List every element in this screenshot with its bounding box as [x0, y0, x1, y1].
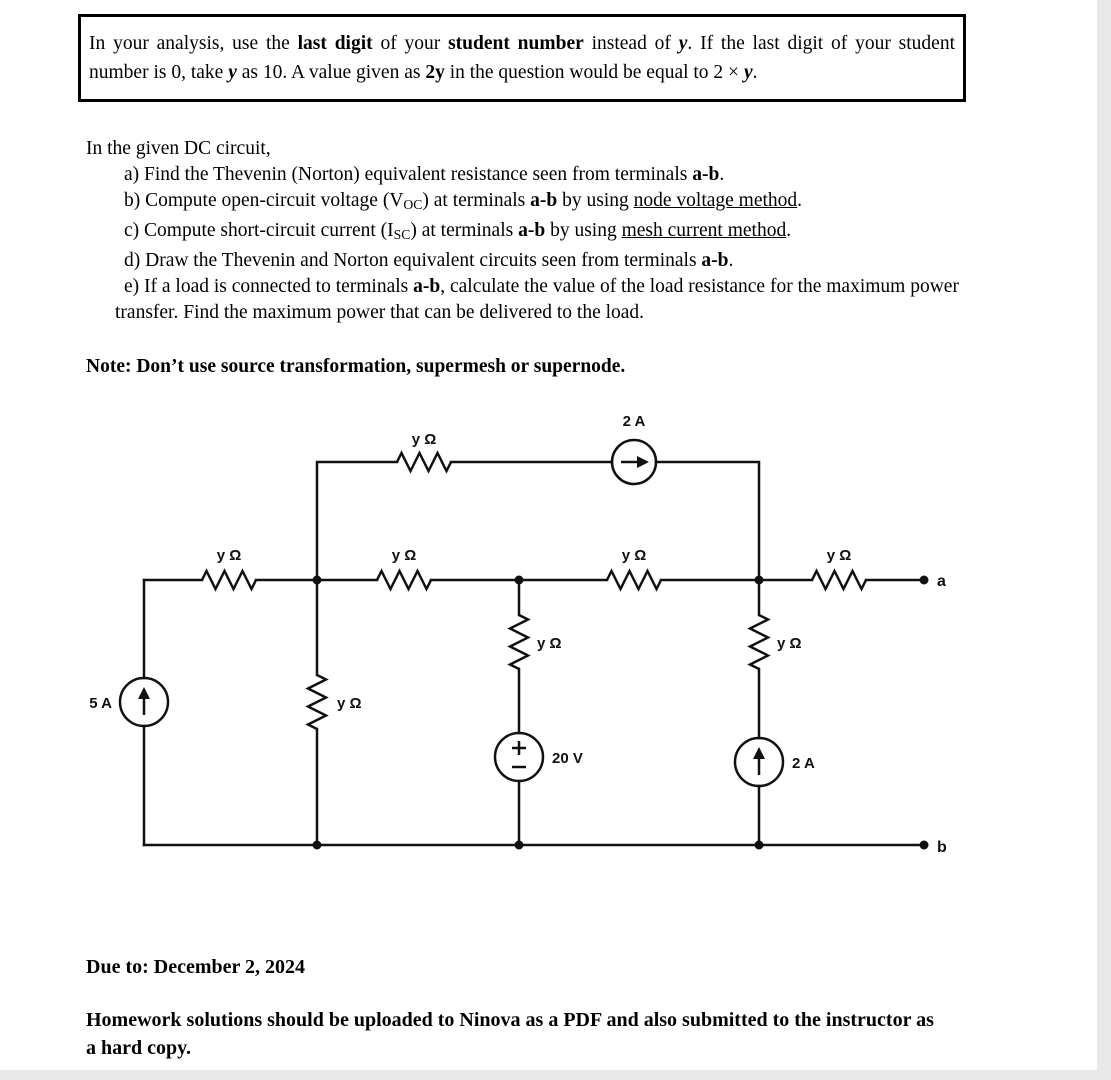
problem-items — [0, 162, 1097, 326]
problem-intro: In the given DC circuit, — [86, 138, 271, 159]
circuit-resistors — [202, 453, 866, 729]
label-resistor-branch-1: y Ω — [337, 695, 362, 712]
problem-item-b: b) Compute open-circuit voltage $(V_{OC})$ at terminals a-b by using node voltage method. — [124, 190, 803, 212]
circuit-wires — [144, 462, 924, 845]
wire-top-branch — [317, 462, 759, 580]
label-top-current-source: 2 A — [622, 413, 646, 430]
circuit-sources — [120, 440, 783, 786]
resistor-branch-3 — [750, 615, 768, 669]
arrow-right-icon — [637, 456, 649, 468]
arrow-up-icon — [753, 747, 765, 759]
arrow-up-icon — [138, 687, 150, 699]
current-source-2a-top — [612, 440, 656, 484]
submission-instructions: Homework solutions should be uploaded to Ninova as a PDF and also submitted to the instructor as a hard copy. — [86, 1009, 934, 1059]
node-dot — [755, 576, 764, 585]
node-dot — [313, 841, 322, 850]
terminal-b-dot — [920, 841, 929, 850]
node-dot — [755, 841, 764, 850]
label-voltage-source: 20 V — [552, 750, 583, 767]
label-resistor-mid-2: y Ω — [391, 547, 417, 564]
label-resistor-top: y Ω — [411, 431, 437, 448]
resistor-branch-1 — [308, 675, 326, 729]
plus-icon — [512, 741, 526, 755]
resistor-top — [397, 453, 451, 471]
notice-box — [78, 14, 966, 102]
due-date: Due to: December 2, 2024 — [86, 956, 306, 978]
current-source-2a-right — [735, 738, 783, 786]
junction-dots — [313, 576, 929, 850]
problem-item-d: d) Draw the Thevenin and Norton equivalent circuits seen from terminals a-b. — [124, 250, 734, 271]
label-left-current-source: 5 A — [89, 695, 112, 712]
notice-text: In your analysis, use the last digit of your student number instead of y. If the last digit of your student number is 0, take y as 10. A value given as 2y in the question would be equal to 2 × y. — [89, 33, 955, 83]
label-resistor-mid-3: y Ω — [621, 547, 647, 564]
label-resistor-mid-4: y Ω — [826, 547, 852, 564]
problem-item-c: c) Compute short-circuit current $(I_{SC})$ at terminals a-b by using mesh current method. — [124, 220, 792, 242]
problem-item-a: a) Find the Thevenin (Norton) equivalent resistance seen from terminals a-b. — [124, 164, 725, 185]
resistor-mid-3 — [607, 571, 661, 589]
label-terminal-a: a — [937, 573, 946, 590]
circuit-svg — [80, 402, 960, 872]
current-source-5a — [120, 678, 168, 726]
resistor-mid-4 — [812, 571, 866, 589]
label-resistor-mid-1: y Ω — [216, 547, 242, 564]
voltage-source-20v — [495, 733, 543, 781]
label-terminal-b: b — [937, 839, 947, 856]
node-dot — [515, 576, 524, 585]
label-resistor-branch-3: y Ω — [777, 635, 802, 652]
circuit-diagram — [80, 402, 960, 872]
resistor-mid-2 — [377, 571, 431, 589]
node-dot — [515, 841, 524, 850]
resistor-branch-2 — [510, 615, 528, 669]
problem-item-e: e) If a load is connected to terminals a-b, calculate the value of the load resistance for the maximum power transfer. Find the maximum power that can be delivered to the load. — [115, 276, 959, 323]
resistor-mid-1 — [202, 571, 256, 589]
label-right-current-source: 2 A — [792, 755, 815, 772]
terminal-a-dot — [920, 576, 929, 585]
node-dot — [313, 576, 322, 585]
label-resistor-branch-2: y Ω — [537, 635, 562, 652]
note-text: Note: Don’t use source transformation, supermesh or supernode. — [86, 356, 626, 377]
